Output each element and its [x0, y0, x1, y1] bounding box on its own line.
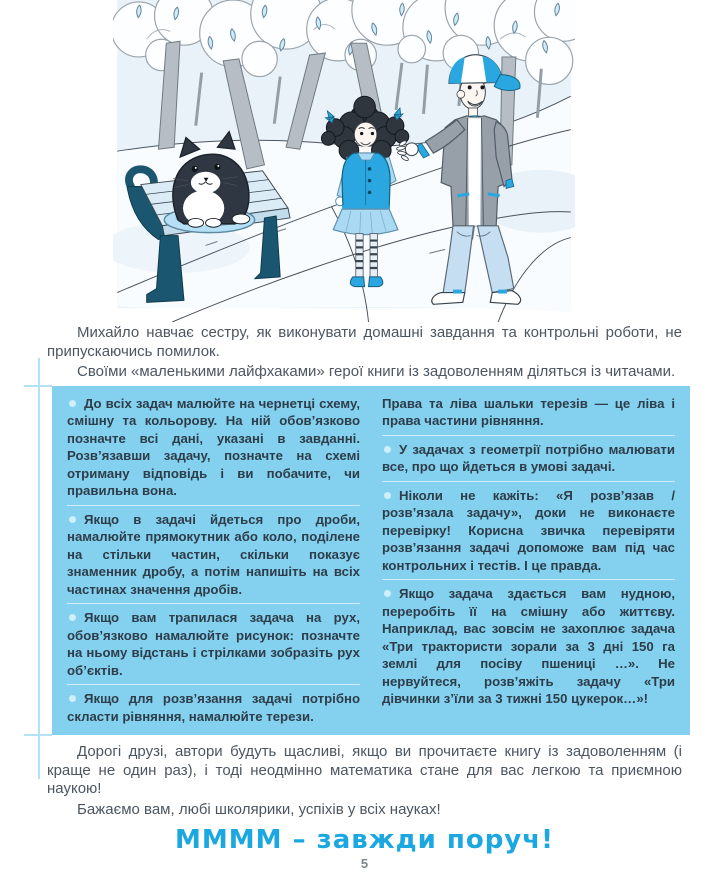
corner-mark-vertical: [38, 358, 40, 780]
tip-item: [67, 684, 360, 725]
bullet-icon: [69, 614, 76, 621]
tip-item-continuation: [382, 395, 675, 430]
bullet-icon: [69, 695, 76, 702]
tip-item: [382, 579, 675, 708]
corner-mark-top: [24, 385, 52, 387]
tip-text: Якщо вам трапилася задача на рух, обов’язково намалюйте рисунок: позначте на ньому відстань і стрілками зобразіть рух об’єктів.: [67, 610, 360, 678]
park-scene-svg: [113, 0, 575, 322]
tip-item: [67, 505, 360, 599]
outro-paragraph-1: Дорогі друзі, автори будуть щасливі, якщо ви прочитаєте книгу із задоволенням (і краще не один раз), і тоді неодмінно математика стане для вас легкою та приємною наукою!: [47, 743, 682, 797]
tip-text: У задачах з геометрії потрібно малювати все, про що йдеться в умові задачі.: [382, 441, 675, 474]
tip-item: [67, 395, 360, 500]
slogan: ММММ – завжди поруч!: [175, 825, 554, 855]
corner-mark-bottom: [24, 734, 52, 736]
bullet-icon: [384, 492, 391, 499]
tip-text: Якщо для розв’язання задачі потрібно скласти рівняння, намалюйте терези.: [67, 691, 360, 724]
intro-paragraph-2: Своїми «маленькими лайфхаками» герої книги із задоволенням діляться із читачами.: [77, 363, 676, 380]
tip-text: Якщо в задачі йдеться про дроби, намалюйте прямокутник або коло, поділене на стільки частин, скільки показує знаменник дробу, а потім напишіть на всіх частинах значення дробів.: [67, 511, 360, 597]
tips-box: [52, 386, 690, 736]
tip-item: [67, 603, 360, 679]
tip-text: Якщо задача здається вам нудною, переробіть її на смішну або життєву. Наприклад, вас зовсім не захоплює задача «Три трактористи зорали за 3 дні 150 га землі для посіву пшениці …». Не нервуйтеся, розв’яжіть задачу «Три дівчинки з’їли за 3 тижні 150 цукерок…»!: [382, 586, 675, 706]
park-illustration: [0, 0, 710, 322]
outro-paragraph-2: Бажаємо вам, любі школярики, успіхів у всіх науках!: [77, 800, 441, 818]
tip-item: [382, 481, 675, 575]
bullet-icon: [384, 590, 391, 597]
intro-paragraph-1: Михайло навчає сестру, як виконувати домашні завдання та контрольні роботи, не припускаючись помилок.: [47, 324, 682, 360]
tip-text: Права та ліва шальки терезів — це ліва і права частини рівняння.: [382, 395, 675, 428]
tip-text: До всіх задач малюйте на чернетці схему, смішну та кольорову. На ній обов’язково позначте всі дані, указані в завданні. Розв’язавши задачу, позначте на схемі отриману відповідь і ви побачите, чи правильна вона.: [67, 395, 360, 498]
bullet-icon: [69, 400, 76, 407]
bullet-icon: [384, 446, 391, 453]
tip-text: Ніколи не кажіть: «Я розв’язав / розв’язала задачу», доки не виконаєте перевірку! Корисна звичка перевіряти розв’язання задачі допоможе вам під час контрольних і тестів. І це правда.: [382, 487, 675, 573]
tips-column-right: [382, 395, 675, 726]
page-number: 5: [360, 856, 369, 871]
page-content: [0, 322, 710, 871]
tips-section: [52, 386, 690, 736]
tips-column-left: [67, 395, 360, 726]
tip-item: [382, 435, 675, 476]
bullet-icon: [69, 516, 76, 523]
